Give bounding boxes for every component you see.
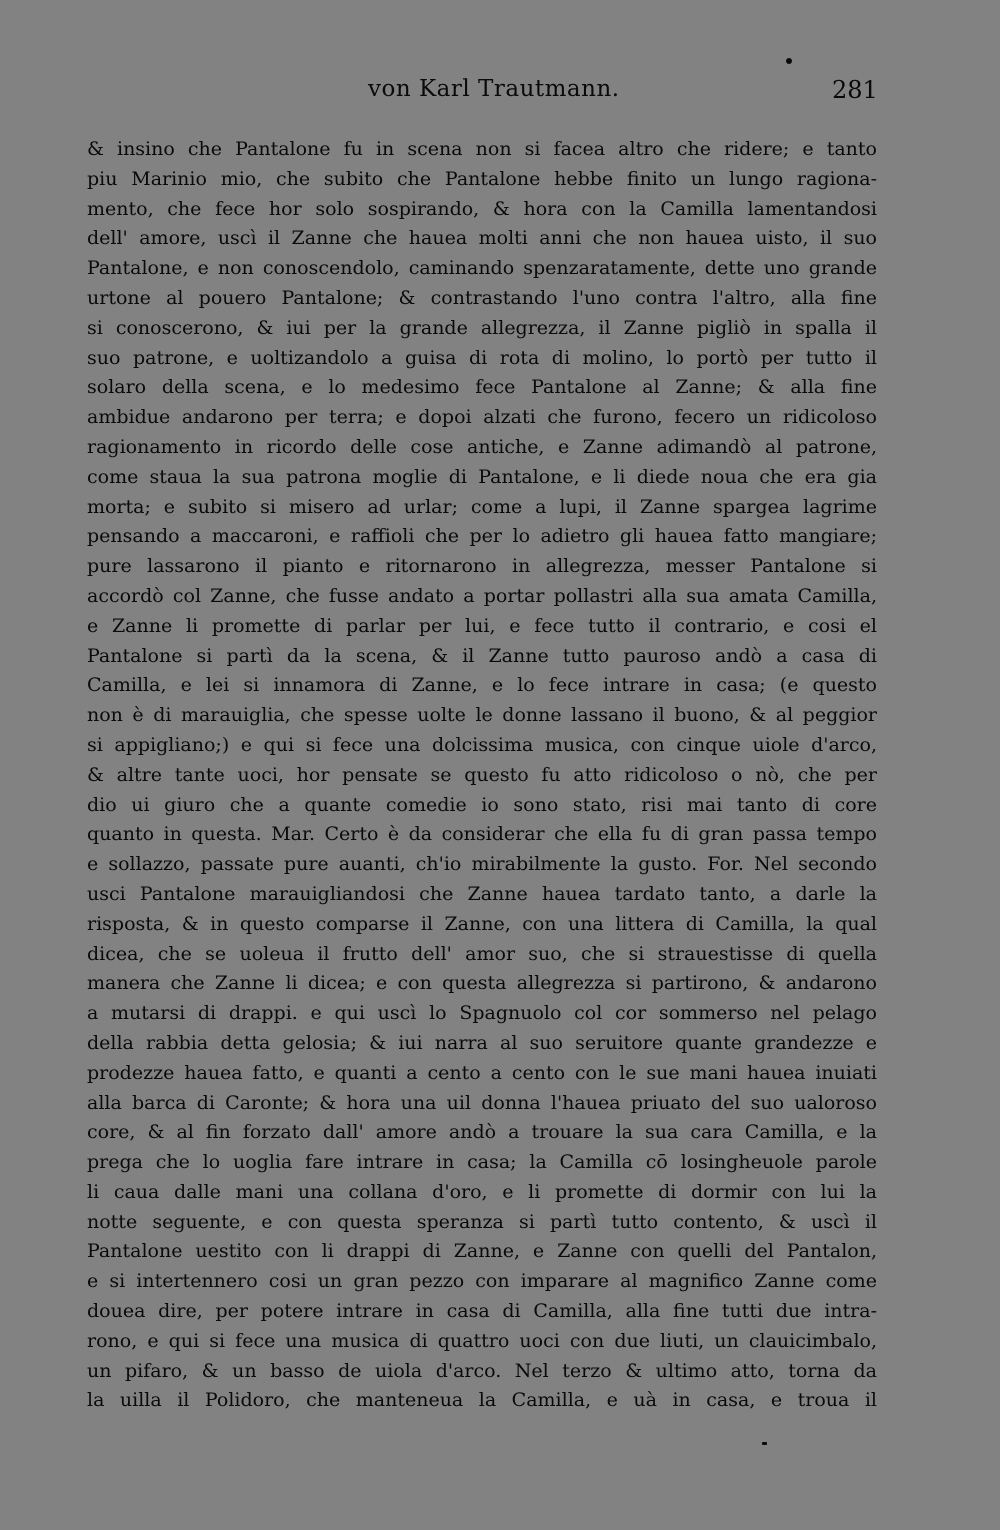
text-line: come staua la sua patrona moglie di Pantalone, e li diede noua che era gia	[87, 465, 877, 488]
text-line: si conoscerono, & iui per la grande allegrezza, il Zanne pigliò in spalla il	[87, 316, 877, 339]
text-line: dell' amore, uscì il Zanne che hauea molti anni che non hauea uisto, il suo	[87, 227, 877, 250]
text-line: suo patrone, e uoltizandolo a guisa di rota di molino, lo portò per tutto il	[87, 346, 877, 369]
text-line: piu Marinio mio, che subito che Pantalone hebbe finito un lungo ragiona-	[87, 167, 877, 190]
ink-dot	[786, 58, 792, 64]
text-line: prega che lo uoglia fare intrare in casa; la Camilla cō losingheuole parole	[87, 1151, 877, 1174]
text-line: si appigliano;) e qui si fece una dolcissima musica, con cinque uiole d'arco,	[87, 733, 877, 756]
text-line: pure lassarono il pianto e ritornarono in allegrezza, messer Pantalone si	[87, 555, 877, 578]
text-line: & altre tante uoci, hor pensate se questo fu atto ridicoloso o nò, che per	[87, 763, 877, 786]
text-line: dicea, che se uoleua il frutto dell' amor suo, che si strauestisse di quella	[87, 942, 877, 965]
text-line: morta; e subito si misero ad urlar; come a lupi, il Zanne spargea lagrime	[87, 495, 877, 518]
text-line: della rabbia detta gelosia; & iui narra al suo seruitore quante grandezze e	[87, 1031, 877, 1054]
text-line: accordò col Zanne, che fusse andato a portar pollastri alla sua amata Camilla,	[87, 584, 877, 607]
text-line: notte seguente, e con questa speranza si partì tutto contento, & uscì il	[87, 1210, 877, 1233]
text-line: la uilla il Polidoro, che manteneua la Camilla, e uà in casa, e troua il	[87, 1389, 877, 1412]
text-line: Pantalone si partì da la scena, & il Zanne tutto pauroso andò a casa di	[87, 644, 877, 667]
text-line: Pantalone, e non conoscendolo, caminando spenzaratamente, dette uno grande	[87, 257, 877, 280]
text-line: non è di marauiglia, che spesse uolte le donne lassano il buono, & al peggior	[87, 704, 877, 727]
text-line: douea dire, per potere intrare in casa di Camilla, alla fine tutti due intra-	[87, 1300, 877, 1323]
page-number: 281	[832, 76, 878, 104]
text-line: prodezze hauea fatto, e quanti a cento a cento con le sue mani hauea inuiati	[87, 1061, 877, 1084]
text-line: Pantalone uestito con li drappi di Zanne, e Zanne con quelli del Pantalon,	[87, 1240, 877, 1263]
text-line: li caua dalle mani una collana d'oro, e li promette di dormir con lui la	[87, 1180, 877, 1203]
text-line: & insino che Pantalone fu in scena non si facea altro che ridere; e tanto	[87, 138, 877, 160]
text-line: mento, che fece hor solo sospirando, & hora con la Camilla lamentandosi	[87, 197, 877, 220]
text-line: dio ui giuro che a quante comedie io sono stato, risi mai tanto di core	[87, 793, 877, 816]
body-text	[87, 135, 877, 1416]
text-line: pensando a maccaroni, e raffioli che per lo adietro gli hauea fatto mangiare;	[87, 525, 877, 548]
text-line: e Zanne li promette di parlar per lui, e fece tutto il contrario, e cosi el	[87, 614, 877, 637]
text-line: Camilla, e lei si innamora di Zanne, e lo fece intrare in casa; (e questo	[87, 674, 877, 697]
ink-mark	[762, 1442, 767, 1445]
text-line: alla barca di Caronte; & hora una uil donna l'hauea priuato del suo ualoroso	[87, 1091, 877, 1114]
text-line: urtone al pouero Pantalone; & contrastando l'uno contra l'altro, alla fine	[87, 286, 877, 309]
text-line: ragionamento in ricordo delle cose antiche, e Zanne adimandò al patrone,	[87, 435, 877, 458]
text-line: e sollazzo, passate pure auanti, ch'io mirabilmente la gusto. For. Nel secondo	[87, 853, 877, 876]
text-line: ambidue andarono per terra; e dopoi alzati che furono, fecero un ridicoloso	[87, 406, 877, 429]
running-head: von Karl Trautmann.	[368, 76, 620, 102]
text-line: usci Pantalone marauigliandosi che Zanne hauea tardato tanto, a darle la	[87, 882, 877, 905]
text-line: solaro della scena, e lo medesimo fece Pantalone al Zanne; & alla fine	[87, 376, 877, 399]
text-line: a mutarsi di drappi. e qui uscì lo Spagnuolo col cor sommerso nel pelago	[87, 1002, 877, 1025]
text-line: core, & al fin forzato dall' amore andò a trouare la sua cara Camilla, e la	[87, 1121, 877, 1144]
text-line: rono, e qui si fece una musica di quattro uoci con due liuti, un clauicimbalo,	[87, 1329, 877, 1352]
text-line: manera che Zanne li dicea; e con questa allegrezza si partirono, & andarono	[87, 972, 877, 995]
text-line: risposta, & in questo comparse il Zanne, con una littera di Camilla, la qual	[87, 912, 877, 935]
text-line: quanto in questa. Mar. Certo è da considerar che ella fu di gran passa tempo	[87, 823, 877, 846]
text-line: un pifaro, & un basso de uiola d'arco. Nel terzo & ultimo atto, torna da	[87, 1359, 877, 1382]
text-line: e si intertennero cosi un gran pezzo con imparare al magnifico Zanne come	[87, 1270, 877, 1293]
